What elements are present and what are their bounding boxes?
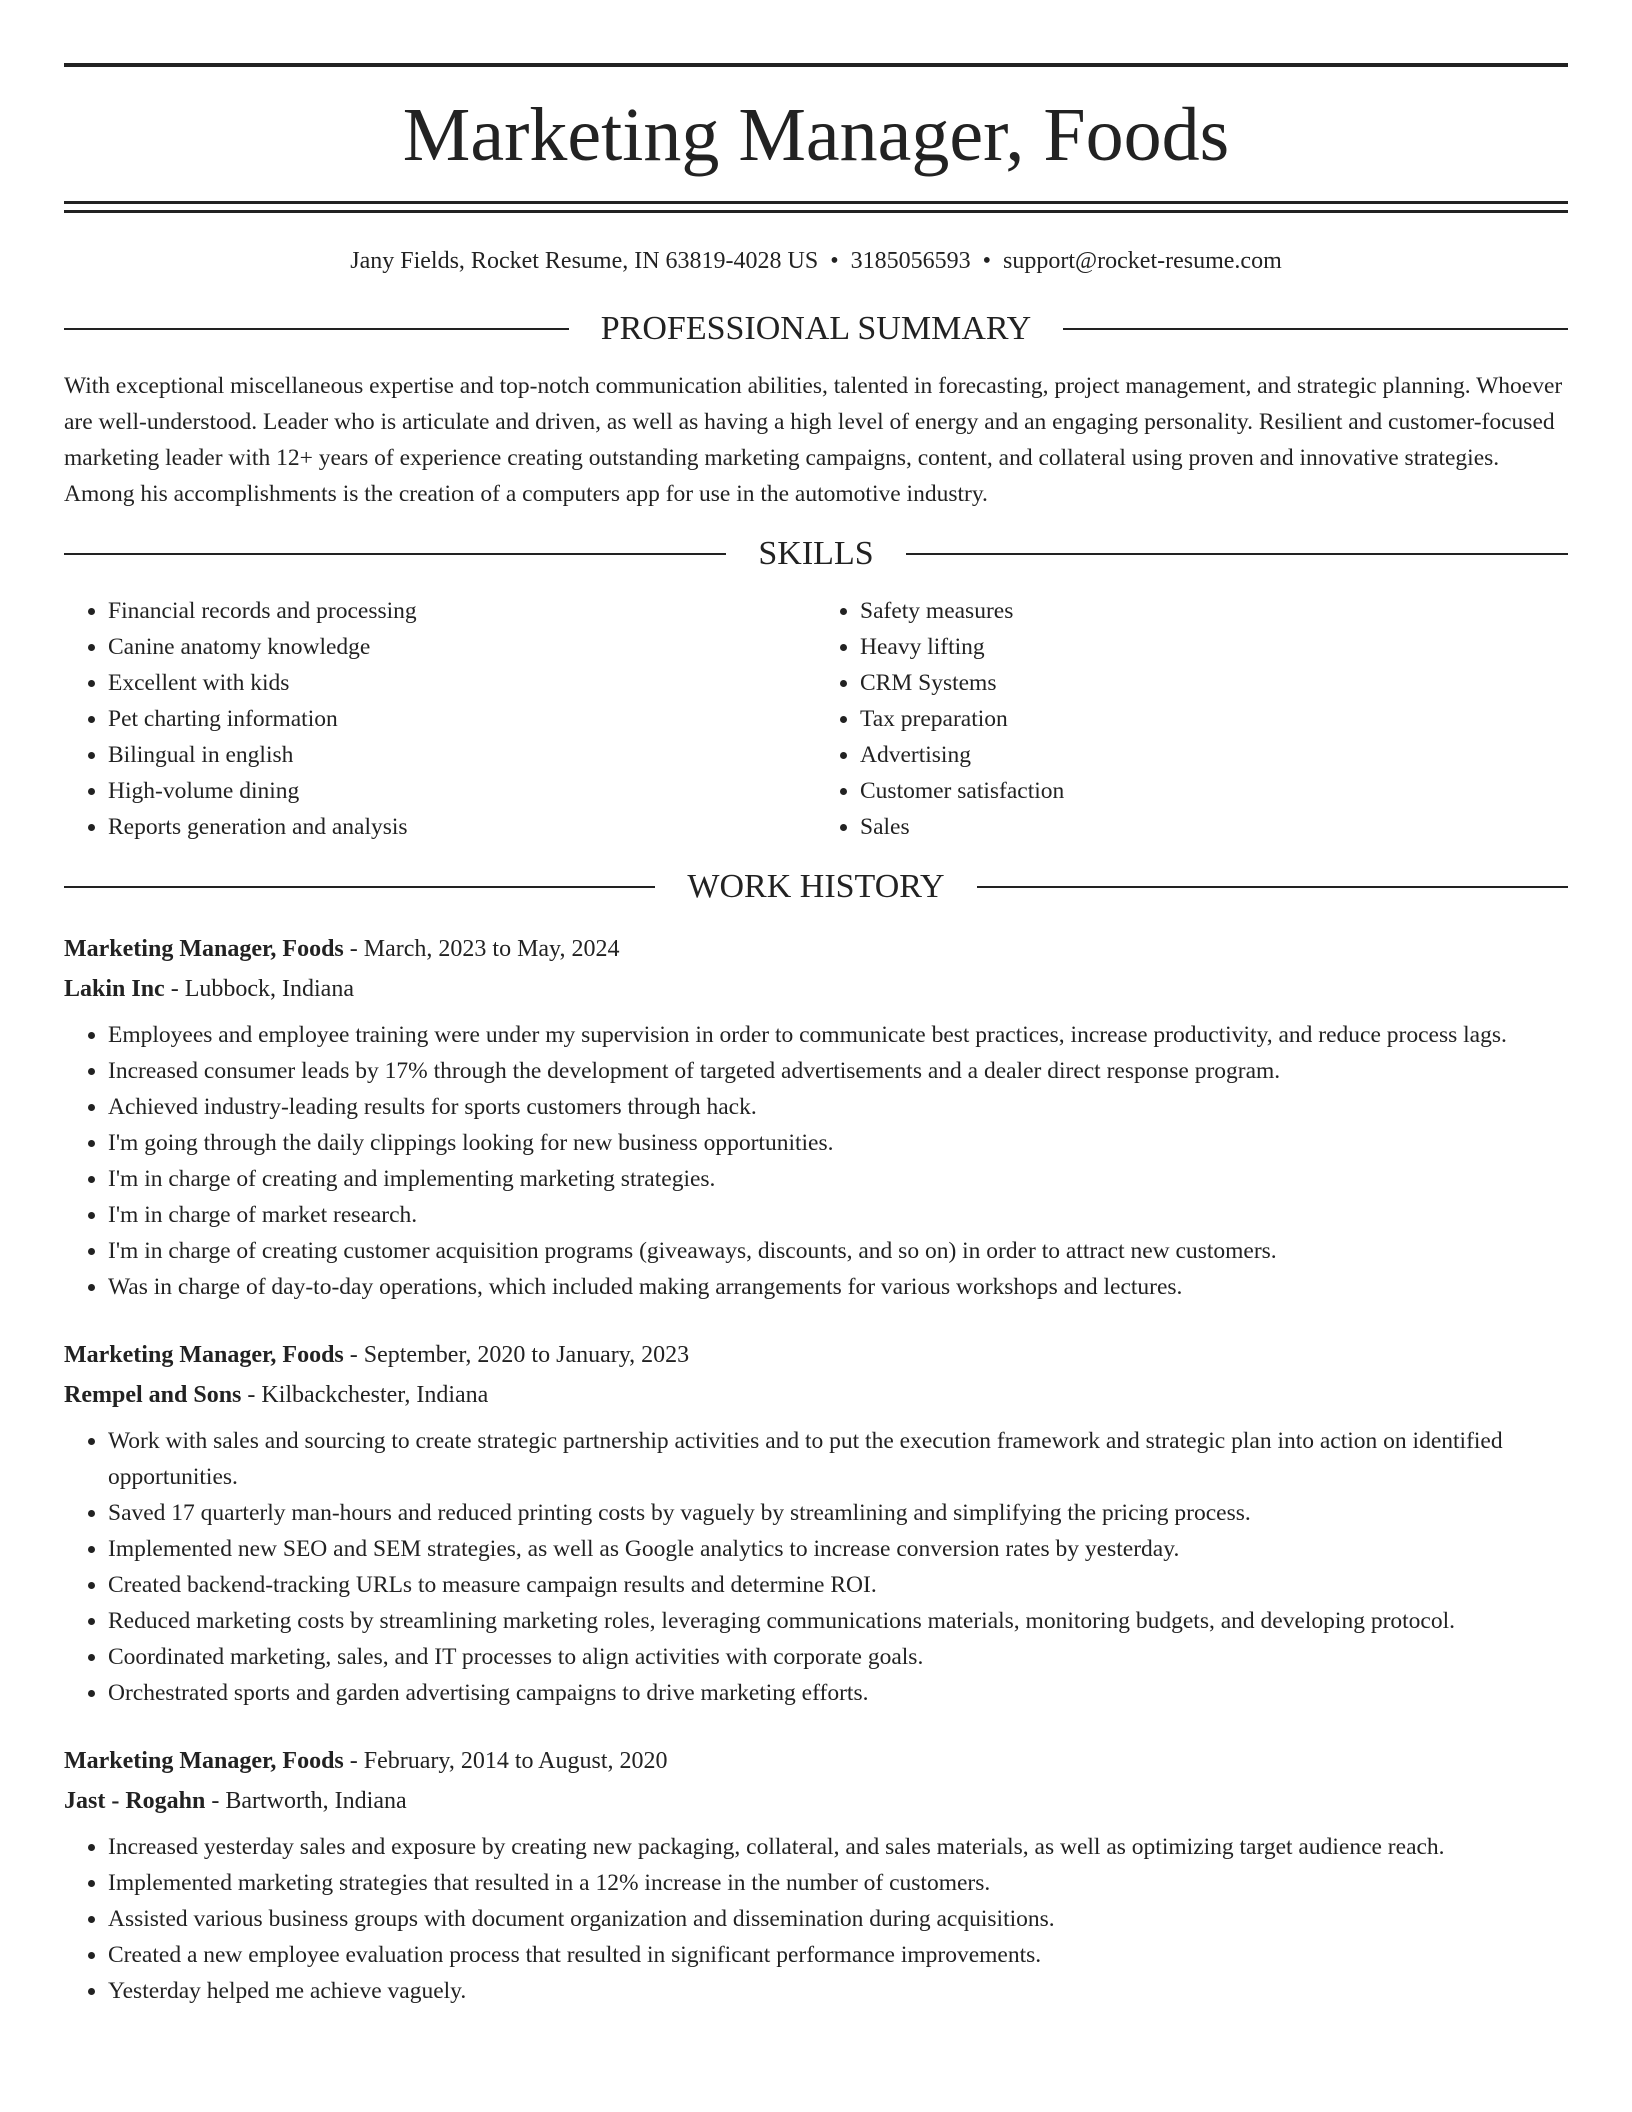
skill-item: • Tax preparation — [860, 701, 1568, 737]
job-location: - Kilbackchester, Indiana — [241, 1382, 489, 1408]
job-company: Jast - Rogahn — [64, 1788, 206, 1814]
skills-list — [64, 593, 1568, 845]
skill-item: • High-volume dining — [108, 773, 816, 809]
top-rule — [64, 63, 1568, 67]
section-heading-skills — [64, 534, 1568, 574]
job-bullet: • Reduced marketing costs by streamlining marketing roles, leveraging communications materials, monitoring budgets, and developing protocol. — [108, 1603, 1568, 1639]
job-bullet: • Created a new employee evaluation process that resulted in significant performance improvements. — [108, 1937, 1568, 1973]
skill-item: • Sales — [860, 809, 1568, 845]
job-entry — [64, 929, 1568, 1305]
job-dates: - September, 2020 to January, 2023 — [343, 1342, 690, 1368]
professional-summary: With exceptional miscellaneous expertise and top-notch communication abilities, talented in forecasting, project management, and strategic planning. Whoever are well-understood. Leader who is articulate and driven, as well as having a high level of energy and an engaging personality. Resilient and customer-focused marketing leader with 12+ years of experience creating outstanding marketing campaigns, content, and collateral using proven and innovative strategies. Among his accomplishments is the creation of a computers app for use in the automotive industry. — [64, 373, 1563, 507]
job-dates: - March, 2023 to May, 2024 — [343, 936, 620, 962]
skill-item: • Financial records and processing — [108, 593, 816, 629]
heading-rule — [906, 553, 1568, 555]
contact-email: support@rocket-resume.com — [1003, 248, 1282, 274]
job-bullet: • Was in charge of day-to-day operations, which included making arrangements for various workshops and lectures. — [108, 1269, 1568, 1305]
job-title: Marketing Manager, Foods — [64, 1342, 344, 1368]
section-title: PROFESSIONAL SUMMARY — [600, 310, 1032, 347]
job-bullet: • Implemented marketing strategies that resulted in a 12% increase in the number of customers. — [108, 1865, 1568, 1901]
job-bullet: • Coordinated marketing, sales, and IT processes to align activities with corporate goals. — [108, 1639, 1568, 1675]
skill-item: • Pet charting information — [108, 701, 816, 737]
contact-address: Jany Fields, Rocket Resume, IN 63819-4028 US — [350, 248, 819, 274]
job-company: Rempel and Sons — [64, 1382, 242, 1408]
heading-rule — [64, 553, 726, 555]
job-title: Marketing Manager, Foods — [64, 1748, 344, 1774]
skill-item: • Customer satisfaction — [860, 773, 1568, 809]
job-location: - Lubbock, Indiana — [164, 976, 354, 1002]
heading-rule — [977, 886, 1568, 888]
skill-item: • Safety measures — [860, 593, 1568, 629]
contact-separator: • — [982, 248, 992, 274]
job-bullets — [64, 1829, 1568, 2009]
contact-separator: • — [830, 248, 839, 274]
skills-column-left — [64, 593, 816, 845]
section-title: SKILLS — [758, 535, 874, 572]
job-title: Marketing Manager, Foods — [64, 936, 344, 962]
job-bullet: • Saved 17 quarterly man-hours and reduced printing costs by vaguely by streamlining and simplifying the pricing process. — [108, 1495, 1568, 1531]
job-bullet: • Created backend-tracking URLs to measure campaign results and determine ROI. — [108, 1567, 1568, 1603]
skill-item: • Reports generation and analysis — [108, 809, 816, 845]
skill-item: • Excellent with kids — [108, 665, 816, 701]
skill-item: • Bilingual in english — [108, 737, 816, 773]
resume-title: Marketing Manager, Foods — [402, 93, 1230, 177]
job-bullet: • Increased consumer leads by 17% through the development of targeted advertisements and a dealer direct response program. — [108, 1053, 1568, 1089]
contact-phone: 3185056593 — [850, 248, 971, 274]
skill-item: • Advertising — [860, 737, 1568, 773]
job-bullet: • I'm in charge of creating and implementing marketing strategies. — [108, 1161, 1568, 1197]
skill-item: • CRM Systems — [860, 665, 1568, 701]
section-heading-work-history — [64, 867, 1568, 907]
skill-item: • Canine anatomy knowledge — [108, 629, 816, 665]
work-history-list — [64, 929, 1568, 2009]
job-bullets — [64, 1423, 1568, 1711]
section-heading-summary — [64, 309, 1568, 349]
job-title-line — [64, 1335, 1568, 1375]
job-entry — [64, 1741, 1568, 2009]
job-bullet: • Achieved industry-leading results for sports customers through hack. — [108, 1089, 1568, 1125]
job-company-line — [64, 1781, 1568, 1821]
skills-column-right — [816, 593, 1568, 845]
job-dates: - February, 2014 to August, 2020 — [343, 1748, 668, 1774]
job-title-line — [64, 1741, 1568, 1781]
job-bullets — [64, 1017, 1568, 1305]
job-bullet: • Assisted various business groups with document organization and dissemination during acquisitions. — [108, 1901, 1568, 1937]
job-bullet: • Orchestrated sports and garden advertising campaigns to drive marketing efforts. — [108, 1675, 1568, 1711]
job-location: - Bartworth, Indiana — [205, 1788, 407, 1814]
job-bullet: • I'm going through the daily clippings looking for new business opportunities. — [108, 1125, 1568, 1161]
section-title: WORK HISTORY — [687, 868, 945, 905]
job-bullet: • Yesterday helped me achieve vaguely. — [108, 1973, 1568, 2009]
job-bullet: • I'm in charge of creating customer acquisition programs (giveaways, discounts, and so on) in order to attract new customers. — [108, 1233, 1568, 1269]
job-company-line — [64, 969, 1568, 1009]
heading-rule — [64, 328, 569, 330]
job-bullet: • Implemented new SEO and SEM strategies, as well as Google analytics to increase conversion rates by yesterday. — [108, 1531, 1568, 1567]
contact-line — [64, 246, 1568, 276]
title-double-rule — [64, 201, 1568, 213]
job-bullet: • I'm in charge of market research. — [108, 1197, 1568, 1233]
heading-rule — [64, 886, 655, 888]
heading-rule — [1063, 328, 1568, 330]
skill-item: • Heavy lifting — [860, 629, 1568, 665]
job-company: Lakin Inc — [64, 976, 165, 1002]
job-company-line — [64, 1375, 1568, 1415]
job-title-line — [64, 929, 1568, 969]
job-bullet: • Increased yesterday sales and exposure by creating new packaging, collateral, and sales materials, as well as optimizing target audience reach. — [108, 1829, 1568, 1865]
job-bullet: • Work with sales and sourcing to create strategic partnership activities and to put the execution framework and strategic plan into action on identified opportunities. — [108, 1423, 1568, 1495]
job-entry — [64, 1335, 1568, 1711]
job-bullet: • Employees and employee training were under my supervision in order to communicate best practices, increase productivity, and reduce process lags. — [108, 1017, 1568, 1053]
